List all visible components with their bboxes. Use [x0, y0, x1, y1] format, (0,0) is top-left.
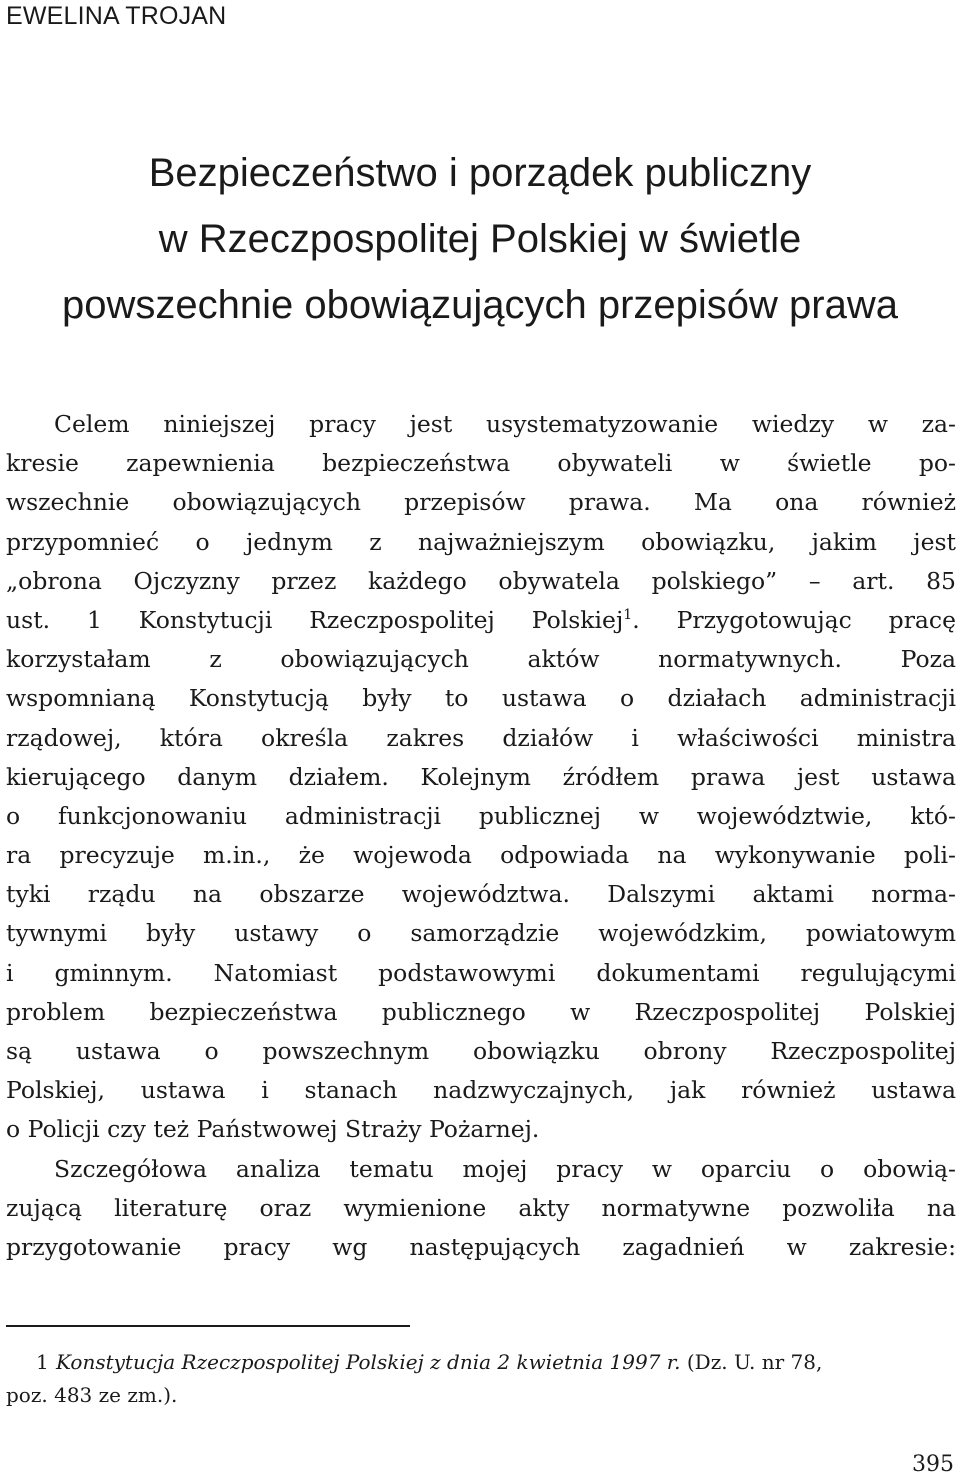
body-text	[6, 405, 956, 1267]
footnote-citation-source: (Dz. U. nr 78,	[680, 1350, 823, 1374]
footnote	[6, 1346, 956, 1412]
footnote-number: 1	[36, 1350, 49, 1374]
body-line: wszechnie obowiązujących przepisów prawa. Ma ona również	[6, 488, 956, 517]
body-line: zującą literaturę oraz wymienione akty normatywne pozwoliła na	[6, 1193, 956, 1222]
body-line: Polskiej, ustawa i stanach nadzwyczajnych, jak również ustawa	[6, 1076, 956, 1105]
page-number: 395	[912, 1452, 954, 1477]
body-line: o funkcjonowaniu administracji publicznej w województwie, któ-	[6, 801, 956, 830]
body-line: rządowej, która określa zakres działów i właściwości ministra	[6, 723, 956, 752]
footnote-line: poz. 483 ze zm.).	[6, 1383, 178, 1407]
body-line: korzystałam z obowiązujących aktów normatywnych. Poza	[6, 645, 956, 674]
body-line: o Policji czy też Państwowej Straży Pożarnej.	[6, 1115, 540, 1144]
body-line: kierującego danym działem. Kolejnym źródłem prawa jest ustawa	[6, 762, 956, 791]
body-line: kresie zapewnienia bezpieczeństwa obywateli w świetle po-	[6, 449, 956, 478]
body-line-head: ust. 1 Konstytucji Rzeczpospolitej Polskiej	[6, 605, 624, 634]
title-line: Bezpieczeństwo i porządek publiczny	[148, 151, 812, 195]
body-line: „obrona Ojczyzny przez każdego obywatela polskiego” – art. 85	[6, 566, 956, 595]
body-line: ra precyzuje m.in., że wojewoda odpowiada na wykonywanie poli-	[6, 841, 956, 870]
body-line: wspomnianą Konstytucją były to ustawa o działach administracji	[6, 684, 956, 713]
body-line-with-footnote-ref	[6, 601, 956, 640]
body-line: tywnymi były ustawy o samorządzie wojewódzkim, powiatowym	[6, 919, 956, 948]
body-line: przypomnieć o jednym z najważniejszym obowiązku, jakim jest	[6, 527, 956, 556]
body-line: Celem niniejszej pracy jest usystematyzowanie wiedzy w za-	[54, 410, 956, 438]
footnote-reference[interactable]: 1	[623, 607, 633, 624]
footnote-citation-title: Konstytucja Rzeczpospolitej Polskiej z dnia 2 kwietnia 1997 r.	[56, 1350, 681, 1374]
body-line: i gminnym. Natomiast podstawowymi dokumentami regulującymi	[6, 958, 956, 987]
title-line: w Rzeczpospolitej Polskiej w świetle	[158, 217, 802, 261]
body-line: są ustawa o powszechnym obowiązku obrony Rzeczpospolitej	[6, 1037, 956, 1065]
body-line: tyki rządu na obszarze województwa. Dalszymi aktami norma-	[6, 880, 956, 909]
footnote-line	[6, 1346, 956, 1379]
article-title	[0, 140, 960, 338]
body-line-tail: . Przygotowując pracę	[632, 605, 957, 634]
running-head: EWELINA TROJAN	[6, 2, 227, 30]
title-line: powszechnie obowiązujących przepisów prawa	[62, 283, 898, 327]
body-line: Szczegółowa analiza tematu mojej pracy w oparciu o obowią-	[54, 1154, 956, 1183]
body-line: przygotowanie pracy wg następujących zagadnień w zakresie:	[6, 1232, 956, 1261]
footnote-divider	[6, 1325, 410, 1327]
body-line: problem bezpieczeństwa publicznego w Rzeczpospolitej Polskiej	[6, 997, 956, 1026]
